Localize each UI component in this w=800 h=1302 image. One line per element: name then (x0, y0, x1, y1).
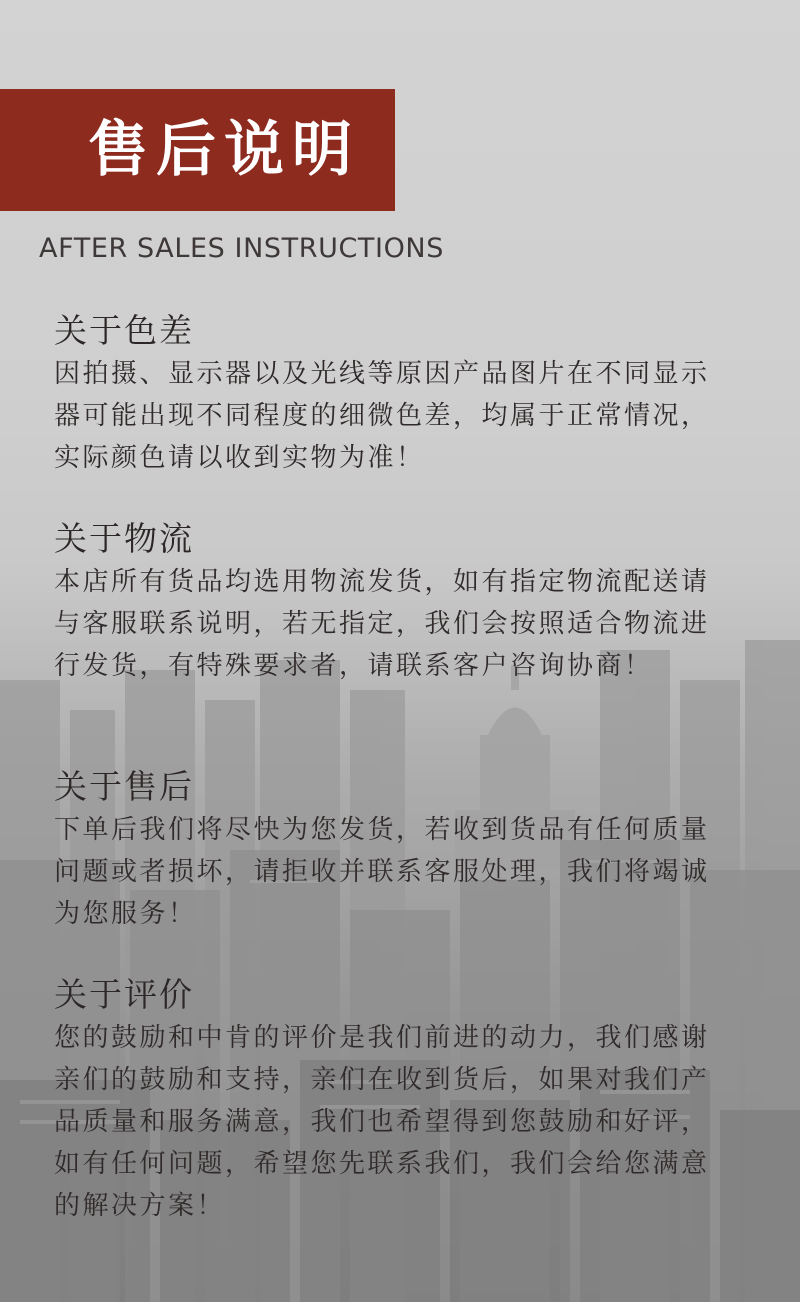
section-body: 本店所有货品均选用物流发货，如有指定物流配送请与客服联系说明，若无指定，我们会按照适合物流进行发货，有特殊要求者，请联系客户咨询协商！ (54, 567, 710, 681)
section-body: 您的鼓励和中肯的评价是我们前进的动力，我们感谢亲们的鼓励和支持，亲们在收到货后，如果对我们产品质量和服务满意，我们也希望得到您鼓励和好评，如有任何问题，希望您先联系我们，我们会给您满意的解决方案！ (54, 1023, 710, 1221)
section-logistics (54, 517, 744, 687)
section-body: 因拍摄、显示器以及光线等原因产品图片在不同显示器可能出现不同程度的细微色差，均属于正常情况，实际颜色请以收到实物为准！ (54, 359, 710, 473)
section-body: 下单后我们将尽快为您发货，若收到货品有任何质量问题或者损坏，请拒收并联系客服处理，我们将竭诚为您服务！ (54, 815, 710, 929)
section-title: 关于售后 (54, 767, 194, 806)
section-after-sales (54, 765, 744, 935)
section-review (54, 973, 744, 1227)
title-banner (0, 89, 395, 211)
page-title: 售后说明 (88, 115, 360, 185)
page-subtitle: AFTER SALES INSTRUCTIONS (39, 233, 444, 264)
section-title: 关于物流 (54, 519, 194, 558)
section-title: 关于色差 (54, 311, 194, 350)
section-title: 关于评价 (54, 975, 194, 1014)
section-color-difference (54, 309, 744, 479)
